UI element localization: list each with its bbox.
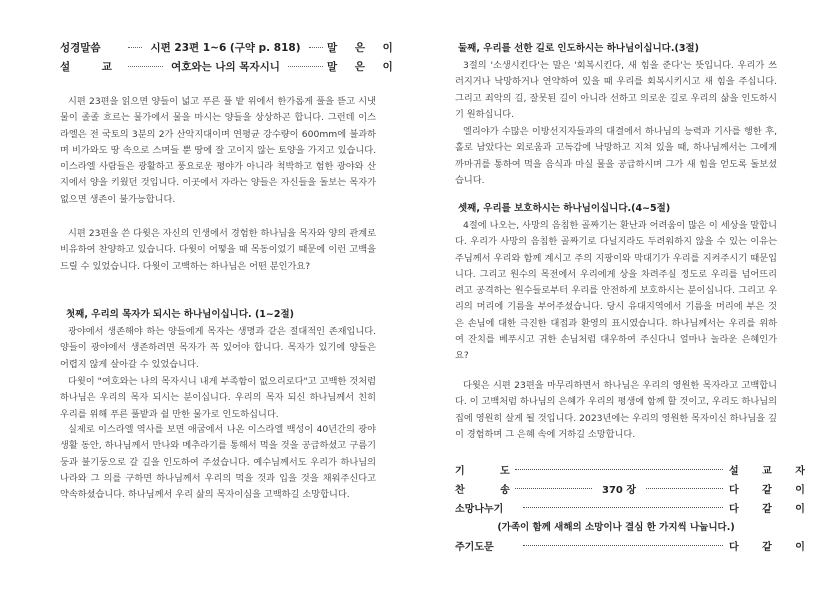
order-leader: 말 은 이 bbox=[327, 61, 400, 73]
dot-leader bbox=[515, 488, 592, 489]
order-row-sermon bbox=[60, 59, 400, 74]
dot-leader bbox=[515, 469, 723, 470]
section-heading-2: 둘째, 우리를 선한 길로 인도하시는 하나님이십니다.(3절) bbox=[458, 43, 699, 54]
intro-paragraph-2: 시편 23편을 쓴 다윗은 자신의 인생에서 경험한 하나님을 목자와 양의 관계로 비유하여 찬양하고 있습니다. 다윗이 어떻을 때 목동이었기 때문에 이런 고백을 드릴 수 있었습니다. 다윗이 고백하는 하나님은 어떤 분인가요? bbox=[60, 228, 376, 272]
service-leader: 다 같 이 bbox=[729, 504, 815, 515]
conclusion-paragraph: 다윗은 시편 23편을 마무리하면서 하나님은 우리의 영원한 목자라고 고백합니다. 이 고백처럼 하나님의 은혜가 우리의 평생에 함께 할 것이고, 우리도 하나님의 집에 영원히 살게 될 것입니다. 2023년에는 우리의 영원한 목자이신 하나님을 깊이 경험하며 그 은혜 속에 거하길 소망합니다. bbox=[455, 380, 777, 440]
section-1-paragraph-2: 다윗이 "여호와는 나의 목자시니 내게 부족함이 없으리로다"고 고백한 것처럼 하나님은 우리의 목자 되시는 분이십니다. 우리의 목자 되신 하나님께서 친히 우리를 위해 푸른 풀밭과 쉴 만한 물가로 인도하십니다. bbox=[60, 376, 376, 420]
dot-leader bbox=[523, 507, 723, 508]
hymn-number: 370 장 bbox=[602, 485, 637, 496]
section-2-paragraph-2: 엘리야가 수많은 이방선지자들과의 대결에서 하나님의 능력과 기사를 행한 후, 홀로 남았다는 외로움과 고독감에 낙망하고 지쳐 있을 때, 하나님께서는 그에게 까마귀를 통하여 먹을 음식과 마실 물을 공급하시며 그가 새 힘을 얻도록 돌보셨습니다. bbox=[455, 126, 777, 186]
section-1-paragraph-3: 실제로 이스라엘 역사를 보면 애굽에서 나온 이스라엘 백성이 40년간의 광야 생활 동안, 하나님께서 만나와 메추라기를 통해서 먹을 것을 공급하셨고 구름기둥과 불기둥으로 갈 길을 인도하여 주셨습니다. 예수님께서도 우리가 하나님의 나라와 그 의를 구하면 하나님께서 우리의 먹을 것과 입을 것을 채워주신다고 약속하셨습니다. 하나님께서 우리 삶의 목자이심을 고백하길 소망합니다. bbox=[60, 424, 376, 501]
service-label: 기 도 bbox=[455, 466, 526, 477]
service-label: 주기도문 bbox=[455, 542, 494, 553]
service-row-hymn bbox=[455, 481, 815, 496]
service-row-sharing bbox=[455, 500, 815, 515]
service-label: 찬 송 bbox=[455, 485, 526, 496]
service-leader: 다 같 이 bbox=[729, 542, 815, 553]
service-leader: 다 같 이 bbox=[729, 485, 815, 496]
dot-leader bbox=[309, 47, 323, 48]
order-leader: 말 은 이 bbox=[327, 42, 400, 54]
section-1-paragraph-1: 광야에서 생존해야 하는 양들에게 목자는 생명과 같은 절대적인 존재입니다. 양들이 광야에서 생존하려면 목자가 꼭 있어야 합니다. 목자가 있기에 양들은 어렵지 않게 살아갈 수 있었습니다. bbox=[60, 326, 376, 370]
order-row-reading bbox=[60, 40, 400, 55]
order-label: 성경말씀 bbox=[60, 42, 101, 54]
service-row-prayer bbox=[455, 462, 815, 477]
dot-leader bbox=[288, 66, 323, 67]
service-label: 소망나누기 bbox=[455, 504, 504, 515]
section-heading-1: 첫째, 우리의 목자가 되시는 하나님이십니다. (1~2절) bbox=[66, 309, 294, 320]
service-leader: 설 교 자 bbox=[729, 466, 815, 477]
dot-leader bbox=[128, 47, 142, 48]
service-row-lords-prayer bbox=[455, 538, 815, 553]
dot-leader bbox=[128, 66, 163, 67]
section-3-paragraph: 4절에 나오는, 사망의 음침한 골짜기는 환난과 어려움이 많은 이 세상을 말합니다. 우리가 사망의 음침한 골짜기로 다닐지라도 두려워하지 않을 수 있는 이유는 주님께서 우리와 함께 계시고 주의 지팡이와 막대기가 우리를 지켜주시기 때문입니다. 그리고 원수의 목전에서 우리에게 상을 차려주실 정도로 우리를 넘어뜨리려고 공격하는 원수들로부터 우리를 안전하게 보호하시는 분이십니다. 그리고 우리의 머리에 기름을 부어주셨습니다. 당시 유대지역에서 기름을 머리에 부은 것은 손님에 대한 극진한 대접과 환영의 표시였습니다. 하나님께서는 우리를 위하여 잔치를 베푸시고 귀한 손님처럼 대우하여 주신다니 얼마나 놀라운 은혜인가요? bbox=[455, 220, 777, 362]
sermon-title: 여호와는 나의 목자시니 bbox=[171, 61, 280, 73]
section-2-paragraph-1: 3절의 '소생시킨다'는 말은 '회복시킨다, 새 힘을 준다'는 뜻입니다. 우리가 쓰러지거나 낙망하거나 연약하여 있을 때 우리를 회복시키시고 새 힘을 주십니다. 그리고 죄악의 길, 잘못된 길이 아니라 선하고 의로운 길로 우리의 삶을 인도하시기 원하십니다. bbox=[455, 60, 777, 120]
intro-paragraph-1: 시편 23편을 읽으면 양들이 넓고 푸른 풀 밭 위에서 한가롭게 풀을 뜯고 시냇물이 졸졸 흐르는 물가에서 물을 마시는 양들을 상상하곤 합니다. 그런데 이스라엘은 전 국토의 3분의 2가 산악지대이며 연평균 강수량이 600mm에 불과하며 비가와도 땅 속으로 스며들 뿐 땅에 잘 고이지 않는 토양을 가지고 있습니다. 이스라엘 사람들은 광활하고 풍요로운 평야가 아니라 척박하고 험한 광야와 산지에서 양을 키웠던 것입니다. 이곳에서 자라는 양들은 자신들을 돌보는 목자가 없으면 생존이 불가능합니다. bbox=[60, 96, 376, 205]
order-label: 설 교 bbox=[60, 61, 126, 73]
dot-leader bbox=[646, 488, 723, 489]
section-heading-3: 셋째, 우리를 보호하시는 하나님이십니다.(4~5절) bbox=[458, 203, 671, 214]
dot-leader bbox=[523, 545, 723, 546]
order-reading-passage: 시편 23편 1~6 (구약 p. 818) bbox=[150, 42, 301, 54]
sharing-note: (가족이 함께 새해의 소망이나 결심 한 가지씩 나눕니다.) bbox=[497, 522, 735, 533]
